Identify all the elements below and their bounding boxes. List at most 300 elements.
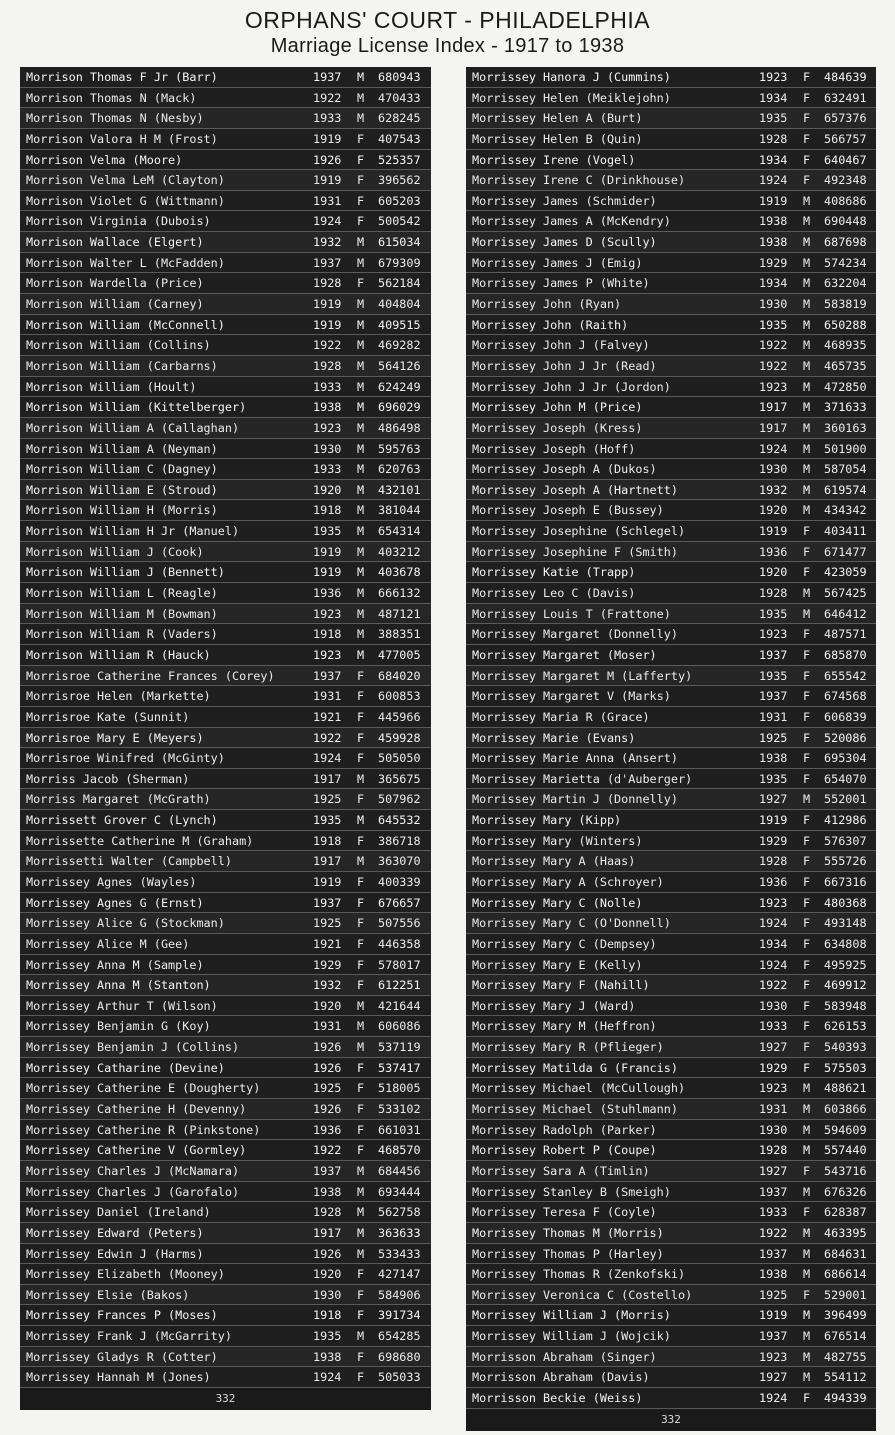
index-entry-row <box>466 562 876 583</box>
entry-license-number: 388351 <box>378 627 421 642</box>
entry-license-number: 628387 <box>824 1205 867 1220</box>
entry-license-number: 679309 <box>378 255 421 270</box>
entry-name: Morrissey John (Ryan) <box>472 297 622 312</box>
entry-sex: F <box>803 1040 811 1055</box>
index-entry-row <box>20 851 431 872</box>
entry-year: 1926 <box>313 1060 342 1075</box>
entry-license-number: 619574 <box>824 482 867 497</box>
entry-year: 1925 <box>759 730 788 745</box>
entry-license-number: 578017 <box>378 957 421 972</box>
entry-license-number: 484639 <box>824 70 867 84</box>
entry-sex: M <box>803 297 811 312</box>
entry-year: 1917 <box>313 1225 342 1240</box>
entry-year: 1923 <box>313 606 342 621</box>
entry-license-number: 594609 <box>824 1122 867 1137</box>
entry-sex: M <box>357 627 365 642</box>
entry-year: 1924 <box>313 1370 342 1385</box>
entry-year: 1926 <box>313 1040 342 1055</box>
entry-sex: M <box>357 338 365 353</box>
index-entry-row <box>466 1078 876 1099</box>
entry-name: Morrissey Thomas M (Morris) <box>472 1225 664 1240</box>
entry-name: Morrissey Agnes G (Ernst) <box>26 895 204 910</box>
entry-sex: F <box>357 833 365 848</box>
entry-name: Morrissey Mary A (Schroyer) <box>472 874 664 889</box>
index-entry-row <box>20 1037 431 1058</box>
index-entry-row <box>20 1264 431 1285</box>
entry-sex: F <box>357 916 365 931</box>
entry-license-number: 684456 <box>378 1163 421 1178</box>
entry-name: Morrisroe Catherine Frances (Corey) <box>26 668 275 683</box>
index-entry-row <box>20 1016 431 1037</box>
index-entry-row <box>466 1182 876 1203</box>
entry-name: Morrissey William J (Wojcik) <box>472 1329 671 1344</box>
entry-year: 1925 <box>313 916 342 931</box>
entry-license-number: 574234 <box>824 255 867 270</box>
entry-name: Morrison William C (Dagney) <box>26 462 218 477</box>
entry-name: Morrison Velma LeM (Clayton) <box>26 173 225 188</box>
entry-year: 1919 <box>313 874 342 889</box>
entry-name: Morrissey Teresa F (Coyle) <box>472 1205 657 1220</box>
entry-year: 1936 <box>313 1122 342 1137</box>
index-entry-row <box>20 1367 431 1388</box>
entry-sex: F <box>803 936 811 951</box>
entry-sex: F <box>357 689 365 704</box>
entry-name: Morrissey Agnes (Wayles) <box>26 874 197 889</box>
entry-name: Morrissey Benjamin G (Koy) <box>26 1019 211 1034</box>
entry-year: 1929 <box>759 833 788 848</box>
index-entry-row <box>466 356 876 377</box>
entry-name: Morrissey Edwin J (Harms) <box>26 1246 204 1261</box>
entry-sex: F <box>357 730 365 745</box>
entry-license-number: 650288 <box>824 317 867 332</box>
entry-name: Morrissey Mary J (Ward) <box>472 998 636 1013</box>
entry-license-number: 495925 <box>824 957 867 972</box>
entry-year: 1923 <box>759 70 788 84</box>
entry-sex: F <box>357 751 365 766</box>
entry-license-number: 620763 <box>378 462 421 477</box>
entry-year: 1928 <box>313 1205 342 1220</box>
entry-license-number: 654285 <box>378 1329 421 1344</box>
entry-license-number: 529001 <box>824 1287 867 1302</box>
entry-sex: F <box>357 152 365 167</box>
entry-name: Morrison William (McConnell) <box>26 317 225 332</box>
entry-year: 1930 <box>759 998 788 1013</box>
index-entry-row <box>466 789 876 810</box>
entry-year: 1920 <box>759 503 788 518</box>
entry-sex: M <box>357 297 365 312</box>
entry-name: Morrissey Alice G (Stockman) <box>26 916 225 931</box>
entry-license-number: 446358 <box>378 936 421 951</box>
entry-license-number: 615034 <box>378 235 421 250</box>
entry-year: 1934 <box>759 276 788 291</box>
entry-license-number: 606086 <box>378 1019 421 1034</box>
entry-name: Morrison William H (Morris) <box>26 503 218 518</box>
entry-license-number: 583819 <box>824 297 867 312</box>
index-entry-row <box>466 439 876 460</box>
index-entry-row <box>20 356 431 377</box>
entry-sex: F <box>803 70 811 84</box>
entry-year: 1919 <box>313 565 342 580</box>
index-entry-row <box>466 1120 876 1141</box>
entry-year: 1935 <box>313 524 342 539</box>
index-entry-row <box>466 604 876 625</box>
index-entry-row <box>20 769 431 790</box>
index-entry-row <box>20 542 431 563</box>
index-entry-row <box>20 418 431 439</box>
entry-year: 1931 <box>313 1019 342 1034</box>
entry-year: 1928 <box>759 586 788 601</box>
entry-license-number: 693444 <box>378 1184 421 1199</box>
index-entry-row <box>20 913 431 934</box>
entry-name: Morrison William M (Bowman) <box>26 606 218 621</box>
entry-sex: M <box>357 420 365 435</box>
entry-license-number: 472850 <box>824 379 867 394</box>
entry-year: 1924 <box>759 1391 788 1405</box>
entry-license-number: 434342 <box>824 503 867 518</box>
index-entry-row <box>466 934 876 955</box>
entry-license-number: 507556 <box>378 916 421 931</box>
entry-year: 1936 <box>313 586 342 601</box>
entry-name: Morrissey Hannah M (Jones) <box>26 1370 211 1385</box>
entry-license-number: 567425 <box>824 586 867 601</box>
entry-year: 1923 <box>759 1081 788 1096</box>
entry-sex: M <box>803 1329 811 1344</box>
entry-license-number: 676657 <box>378 895 421 910</box>
entry-name: Morrissey Irene (Vogel) <box>472 152 636 167</box>
entry-name: Morrissey James D (Scully) <box>472 235 657 250</box>
entry-name: Morrissey Michael (McCullough) <box>472 1081 686 1096</box>
index-entry-row <box>20 666 431 687</box>
index-entry-row <box>466 583 876 604</box>
entry-year: 1935 <box>759 317 788 332</box>
entry-license-number: 654070 <box>824 771 867 786</box>
entry-year: 1931 <box>759 709 788 724</box>
entry-sex: M <box>803 193 811 208</box>
entry-year: 1937 <box>313 895 342 910</box>
entry-name: Morrissey Josephine F (Smith) <box>472 544 678 559</box>
entry-license-number: 477005 <box>378 647 421 662</box>
index-entry-row <box>466 1099 876 1120</box>
entry-license-number: 408686 <box>824 193 867 208</box>
entry-license-number: 552001 <box>824 792 867 807</box>
entry-license-number: 680943 <box>378 70 421 84</box>
entry-year: 1938 <box>313 400 342 415</box>
index-entry-row <box>20 604 431 625</box>
entry-license-number: 494339 <box>824 1391 867 1405</box>
entry-name: Morrissey Stanley B (Smeigh) <box>472 1184 671 1199</box>
entry-year: 1917 <box>313 854 342 869</box>
entry-sex: M <box>357 379 365 394</box>
entry-license-number: 468570 <box>378 1143 421 1158</box>
entry-name: Morrissey Frank J (McGarrity) <box>26 1329 232 1344</box>
entry-sex: M <box>357 813 365 828</box>
entry-year: 1922 <box>759 358 788 373</box>
entry-sex: M <box>357 462 365 477</box>
entry-year: 1932 <box>313 978 342 993</box>
index-entry-row <box>20 1140 431 1161</box>
entry-sex: M <box>357 854 365 869</box>
entry-year: 1937 <box>759 1246 788 1261</box>
entry-license-number: 400339 <box>378 874 421 889</box>
page-title: ORPHANS' COURT - PHILADELPHIA <box>244 7 651 33</box>
entry-name: Morrissey Katie (Trapp) <box>472 565 636 580</box>
entry-license-number: 667316 <box>824 874 867 889</box>
entry-sex: M <box>803 1184 811 1199</box>
entry-year: 1917 <box>759 420 788 435</box>
entry-name: Morrissey Mary F (Nahill) <box>472 978 650 993</box>
entry-license-number: 500542 <box>378 214 421 229</box>
entry-name: Morrissey Margaret V (Marks) <box>472 689 671 704</box>
entry-name: Morrissey Martin J (Donnelly) <box>472 792 678 807</box>
entry-name: Morrissey Helen (Meiklejohn) <box>472 90 671 105</box>
index-entry-row <box>466 1285 876 1306</box>
entry-year: 1933 <box>759 1019 788 1034</box>
entry-license-number: 409515 <box>378 317 421 332</box>
entry-name: Morrissey Alice M (Gee) <box>26 936 190 951</box>
entry-year: 1930 <box>759 462 788 477</box>
entry-sex: F <box>357 668 365 683</box>
entry-year: 1926 <box>313 152 342 167</box>
entry-name: Morrissey Mary E (Kelly) <box>472 957 643 972</box>
index-entry-row <box>20 211 431 232</box>
entry-year: 1919 <box>313 317 342 332</box>
entry-name: Morrisroe Kate (Sunnit) <box>26 709 190 724</box>
entry-sex: M <box>357 70 365 84</box>
entry-name: Morrissey Benjamin J (Collins) <box>26 1040 240 1055</box>
entry-license-number: 459928 <box>378 730 421 745</box>
entry-name: Morrissey Catherine R (Pinkstone) <box>26 1122 261 1137</box>
entry-year: 1925 <box>313 1081 342 1096</box>
entry-year: 1917 <box>313 771 342 786</box>
index-entry-row <box>20 170 431 191</box>
entry-name: Morrison Thomas N (Nesby) <box>26 111 204 126</box>
entry-sex: M <box>803 482 811 497</box>
index-entry-row <box>466 1388 876 1409</box>
index-entry-row <box>466 707 876 728</box>
entry-license-number: 698680 <box>378 1349 421 1364</box>
index-entry-row <box>466 459 876 480</box>
entry-sex: M <box>357 235 365 250</box>
index-entry-row <box>466 1244 876 1265</box>
left-column <box>20 67 431 1410</box>
entry-name: Morrissey Joseph A (Hartnett) <box>472 482 678 497</box>
entry-license-number: 533433 <box>378 1246 421 1261</box>
entry-year: 1927 <box>759 792 788 807</box>
entry-name: Morrissey James J (Emig) <box>472 255 643 270</box>
index-entry-row <box>466 67 876 88</box>
entry-license-number: 654314 <box>378 524 421 539</box>
entry-license-number: 518005 <box>378 1081 421 1096</box>
index-entry-row <box>20 624 431 645</box>
index-entry-row <box>20 1099 431 1120</box>
entry-sex: M <box>803 1370 811 1385</box>
index-entry-row <box>20 294 431 315</box>
entry-license-number: 676514 <box>824 1329 867 1344</box>
index-entry-row <box>466 728 876 749</box>
entry-license-number: 634808 <box>824 936 867 951</box>
entry-year: 1938 <box>759 751 788 766</box>
entry-sex: M <box>803 503 811 518</box>
entry-name: Morrissey Marie Anna (Ansert) <box>472 751 678 766</box>
entry-name: Morrissey Edward (Peters) <box>26 1225 204 1240</box>
index-entry-row <box>20 88 431 109</box>
entry-sex: M <box>803 317 811 332</box>
entry-name: Morrissey Helen B (Quin) <box>472 131 643 146</box>
entry-sex: F <box>357 978 365 993</box>
index-entry-row <box>20 377 431 398</box>
index-entry-row <box>466 1223 876 1244</box>
entry-license-number: 493148 <box>824 916 867 931</box>
entry-year: 1938 <box>313 1349 342 1364</box>
index-entry-row <box>466 542 876 563</box>
index-entry-row <box>20 872 431 893</box>
entry-year: 1938 <box>759 235 788 250</box>
entry-license-number: 487571 <box>824 627 867 642</box>
entry-license-number: 606839 <box>824 709 867 724</box>
entry-year: 1922 <box>313 338 342 353</box>
index-entry-row <box>20 1305 431 1326</box>
index-entry-row <box>466 397 876 418</box>
entry-year: 1932 <box>759 482 788 497</box>
entry-year: 1929 <box>759 1060 788 1075</box>
index-entry-row <box>20 955 431 976</box>
entry-year: 1919 <box>759 193 788 208</box>
index-entry-row <box>466 1202 876 1223</box>
entry-sex: M <box>803 1122 811 1137</box>
entry-year: 1919 <box>759 813 788 828</box>
entry-name: Morrissey Thomas R (Zenkofski) <box>472 1267 686 1282</box>
entry-sex: M <box>803 358 811 373</box>
entry-name: Morrissey Gladys R (Cotter) <box>26 1349 218 1364</box>
entry-license-number: 468935 <box>824 338 867 353</box>
entry-year: 1920 <box>313 998 342 1013</box>
entry-license-number: 520086 <box>824 730 867 745</box>
index-entry-row <box>466 88 876 109</box>
entry-sex: M <box>357 358 365 373</box>
index-entry-row <box>466 129 876 150</box>
entry-license-number: 480368 <box>824 895 867 910</box>
entry-name: Morrissey Robert P (Coupe) <box>472 1143 657 1158</box>
index-entry-row <box>466 500 876 521</box>
index-entry-row <box>20 1347 431 1368</box>
entry-year: 1933 <box>313 379 342 394</box>
index-entry-row <box>466 1367 876 1388</box>
entry-sex: M <box>803 420 811 435</box>
entry-sex: M <box>357 1329 365 1344</box>
entry-license-number: 486498 <box>378 420 421 435</box>
entry-name: Morrissey Elsie (Bakos) <box>26 1287 190 1302</box>
entry-year: 1930 <box>759 1122 788 1137</box>
entry-year: 1937 <box>313 1163 342 1178</box>
index-entry-row <box>466 1305 876 1326</box>
entry-year: 1937 <box>759 689 788 704</box>
entry-license-number: 407543 <box>378 131 421 146</box>
entry-name: Morrissey Margaret (Moser) <box>472 647 657 662</box>
entry-license-number: 640467 <box>824 152 867 167</box>
entry-name: Morrissey James A (McKendry) <box>472 214 671 229</box>
entry-name: Morrissey John J Jr (Jordon) <box>472 379 671 394</box>
entry-license-number: 684020 <box>378 668 421 683</box>
entry-license-number: 469282 <box>378 338 421 353</box>
index-entry-row <box>466 1140 876 1161</box>
entry-license-number: 469912 <box>824 978 867 993</box>
entry-name: Morrissey Marietta (d'Auberger) <box>472 771 693 786</box>
entry-name: Morrissey Radolph (Parker) <box>472 1122 657 1137</box>
entry-sex: F <box>803 957 811 972</box>
entry-year: 1928 <box>313 276 342 291</box>
entry-year: 1937 <box>313 70 342 84</box>
entry-name: Morrison Wallace (Elgert) <box>26 235 204 250</box>
entry-sex: M <box>357 503 365 518</box>
entry-year: 1920 <box>759 565 788 580</box>
index-entry-row <box>20 1161 431 1182</box>
entry-license-number: 482755 <box>824 1349 867 1364</box>
index-entry-row <box>20 253 431 274</box>
page-number: 332 <box>20 1388 431 1410</box>
entry-license-number: 396499 <box>824 1308 867 1323</box>
entry-sex: M <box>357 524 365 539</box>
entry-sex: F <box>357 1308 365 1323</box>
entry-name: Morrissey Catherine E (Dougherty) <box>26 1081 261 1096</box>
index-entry-row <box>466 831 876 852</box>
entry-sex: M <box>357 606 365 621</box>
entry-license-number: 583948 <box>824 998 867 1013</box>
entry-sex: F <box>803 730 811 745</box>
entry-sex: F <box>803 668 811 683</box>
entry-year: 1934 <box>759 152 788 167</box>
index-entry-row <box>20 728 431 749</box>
entry-name: Morrissey Leo C (Davis) <box>472 586 636 601</box>
entry-license-number: 575503 <box>824 1060 867 1075</box>
entry-license-number: 657376 <box>824 111 867 126</box>
entry-license-number: 661031 <box>378 1122 421 1137</box>
entry-license-number: 404804 <box>378 297 421 312</box>
entry-license-number: 576307 <box>824 833 867 848</box>
index-entry-row <box>466 1016 876 1037</box>
entry-license-number: 645532 <box>378 813 421 828</box>
index-entry-row <box>20 1120 431 1141</box>
entry-sex: M <box>803 1308 811 1323</box>
entry-sex: M <box>357 90 365 105</box>
entry-sex: M <box>803 235 811 250</box>
entry-year: 1935 <box>313 1329 342 1344</box>
entry-license-number: 403411 <box>824 524 867 539</box>
entry-year: 1922 <box>313 1143 342 1158</box>
entry-sex: F <box>803 998 811 1013</box>
entry-year: 1917 <box>759 400 788 415</box>
entry-year: 1938 <box>759 214 788 229</box>
index-entry-row <box>20 459 431 480</box>
index-entry-row <box>20 150 431 171</box>
entry-sex: F <box>803 895 811 910</box>
index-entry-row <box>466 315 876 336</box>
index-entry-row <box>20 707 431 728</box>
entry-sex: M <box>357 400 365 415</box>
entry-license-number: 612251 <box>378 978 421 993</box>
index-entry-row <box>20 748 431 769</box>
entry-name: Morrissey Michael (Stuhlmann) <box>472 1102 678 1117</box>
entry-name: Morrissey Mary C (O'Donnell) <box>472 916 671 931</box>
index-entry-row <box>466 748 876 769</box>
entry-name: Morrissey John J Jr (Read) <box>472 358 657 373</box>
entry-sex: F <box>803 751 811 766</box>
index-entry-row <box>20 562 431 583</box>
index-entry-row <box>20 397 431 418</box>
entry-name: Morrissey James P (White) <box>472 276 650 291</box>
entry-name: Morrissey Helen A (Burt) <box>472 111 643 126</box>
entry-sex: F <box>803 833 811 848</box>
entry-license-number: 525357 <box>378 152 421 167</box>
